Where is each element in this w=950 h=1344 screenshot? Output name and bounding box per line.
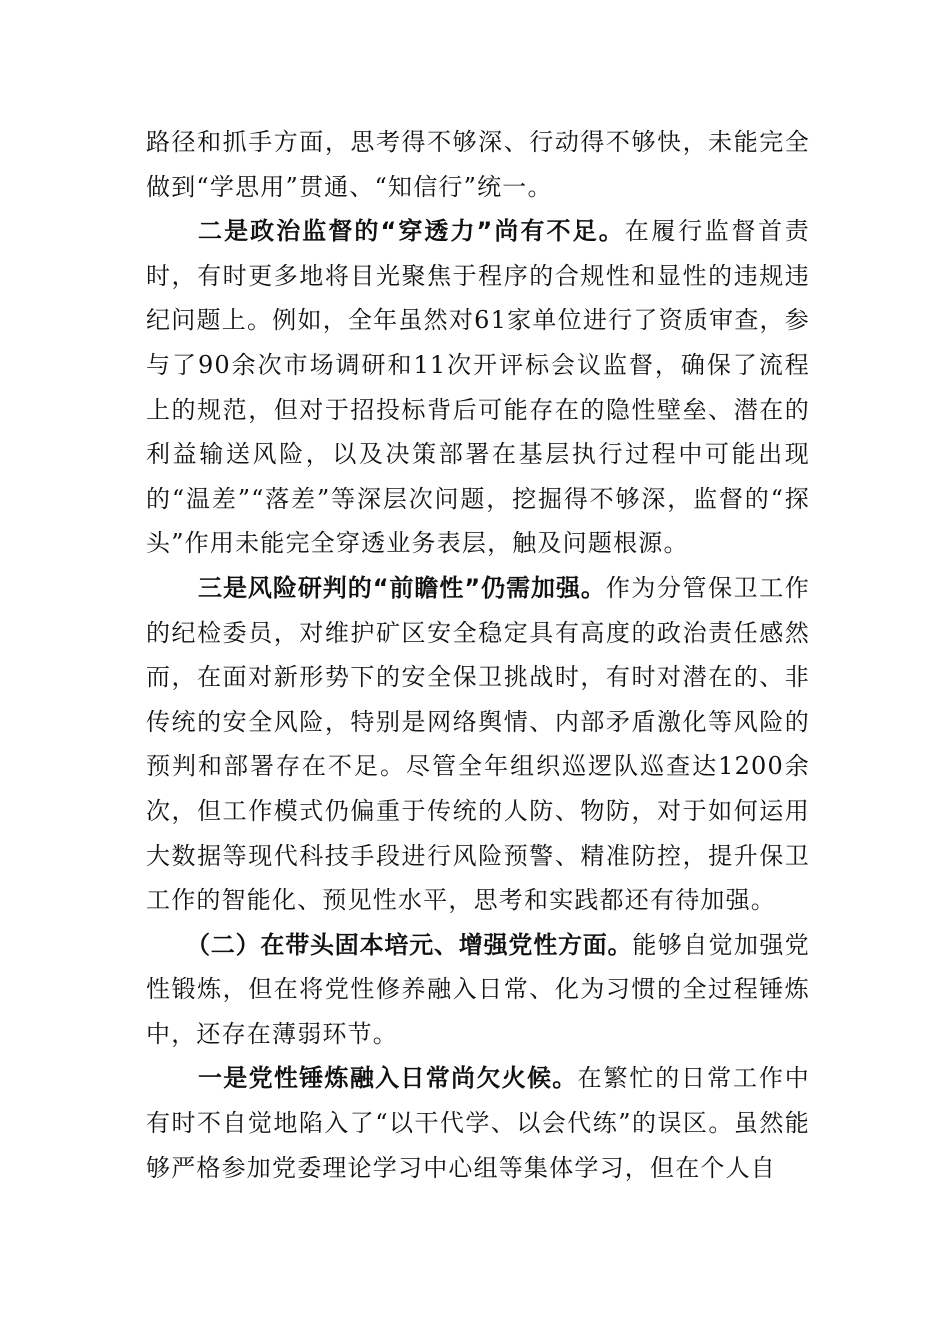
paragraph-continuation (146, 120, 810, 209)
paragraph-political-supervision (146, 209, 810, 566)
paragraph-heading: 一是党性锤炼融入日常尚欠火候。 (198, 1064, 578, 1093)
paragraph-text: 在履行监督首责时，有时更多地将目光聚焦于程序的合规性和显性的违规违纪问题上。例如，全年虽然对61家单位进行了资质审查，参与了90余次市场调研和11次开评标会议监督，确保了流程上的规范，但对于招投标背后可能存在的隐性壁垒、潜在的利益输送风险，以及决策部署在基层执行过程中可能出现的“温差”“落差”等深层次问题，挖掘得不够深，监督的“探头”作用未能完全穿透业务表层，触及问题根源。 (146, 217, 810, 558)
paragraph-text: 作为分管保卫工作的纪检委员，对维护矿区安全稳定具有高度的政治责任感然而，在面对新形势下的安全保卫挑战时，有时对潜在的、非传统的安全风险，特别是网络舆情、内部矛盾激化等风险的预判和部署存在不足。尽管全年组织巡逻队巡查达1200余次，但工作模式仍偏重于传统的人防、物防，对于如何运用大数据等现代科技手段进行风险预警、精准防控，提升保卫工作的智能化、预见性水平，思考和实践都还有待加强。 (146, 573, 810, 915)
document-body (146, 120, 810, 1190)
section-heading: （二）在带头固本培元、增强党性方面。 (186, 930, 633, 959)
paragraph-section-two (146, 923, 810, 1057)
paragraph-text: 在繁忙的日常工作中有时不自觉地陷入了“以干代学、以会代练”的误区。虽然能够严格参加党委理论学习中心组等集体学习，但在个人自 (146, 1064, 810, 1182)
paragraph-text: 能够自觉加强党性锻炼，但在将党性修养融入日常、化为习惯的全过程锤炼中，还存在薄弱环节。 (146, 930, 810, 1048)
paragraph-text: 路径和抓手方面，思考得不够深、行动得不够快，未能完全做到“学思用”贯通、“知信行”统一。 (146, 128, 810, 201)
paragraph-heading: 三是风险研判的“前瞻性”仍需加强。 (198, 573, 606, 602)
paragraph-party-spirit (146, 1056, 810, 1190)
paragraph-risk-assessment (146, 566, 810, 923)
paragraph-heading: 二是政治监督的“穿透力”尚有不足。 (198, 217, 625, 246)
